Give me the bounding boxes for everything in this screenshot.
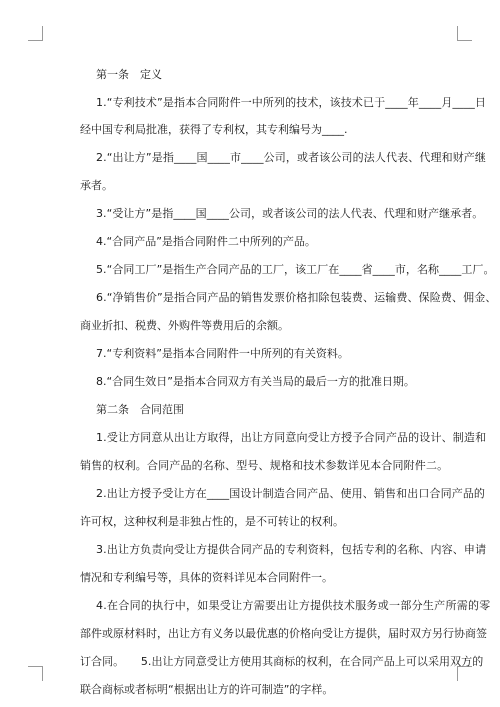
paragraph-line: 4.“合同产品”是指合同附件二中所列的产品。 — [96, 235, 316, 248]
paragraph-line: 4.在合同的执行中，如果受让方需要出让方提供技术服务或一部分生产所需的零 — [96, 599, 491, 612]
paragraph-line: 1.受让方同意从出让方取得，出让方同意向受让方授予合同产品的设计、制造和 — [96, 431, 487, 444]
paragraph-line: 部件或原材料时，出让方有义务以最优惠的价格向受让方提供，届时双方另行协商签 — [80, 627, 487, 640]
section-heading-definitions: 第一条 定义 — [96, 68, 162, 81]
section-heading-scope: 第二条 合同范围 — [96, 403, 184, 416]
paragraph-line: 联合商标或者标明“根据出让方的许可制造”的字样。 — [80, 683, 334, 696]
paragraph-line: 5.“合同工厂”是指生产合同产品的工厂，该工厂在____省____市，名称____工厂。 — [96, 263, 495, 276]
paragraph-line: 3.“受让方”是指____国____公司，或者该公司的法人代表、代理和财产继承者。 — [96, 207, 484, 220]
crop-mark-bottom-right — [457, 666, 472, 681]
paragraph-line: 订合同。 5.出让方同意受让方使用其商标的权利，在合同产品上可以采用双方的 — [80, 655, 484, 668]
crop-mark-top-right — [457, 26, 472, 41]
paragraph-line: 2.“出让方”是指____国____市____公司，或者该公司的法人代表、代理和财产继 — [96, 151, 487, 164]
crop-mark-bottom-left — [28, 666, 43, 681]
paragraph-line: 6.“净销售价”是指合同产品的销售发票价格扣除包装费、运输费、保险费、佣金、 — [96, 291, 497, 304]
paragraph-line: 8.“合同生效日”是指本合同双方有关当局的最后一方的批准日期。 — [96, 375, 415, 388]
paragraph-line: 许可权，这种权利是非独占性的，是不可转让的权利。 — [80, 515, 344, 528]
paragraph-line: 1.“专利技术”是指本合同附件一中所列的技术，该技术已于____年____月____日 — [96, 96, 487, 109]
paragraph-line: 销售的权利。合同产品的名称、型号、规格和技术参数详见本合同附件二。 — [80, 459, 449, 472]
paragraph-line: 2.出让方授予受让方在____国设计制造合同产品、使用、销售和出口合同产品的 — [96, 487, 486, 500]
paragraph-line: 经中国专利局批准，获得了专利权，其专利编号为____. — [80, 123, 348, 136]
paragraph-line: 承者。 — [80, 179, 113, 192]
paragraph-line: 3.出让方负责向受让方提供合同产品的专利资料，包括专利的名称、内容、申请 — [96, 543, 487, 556]
crop-mark-top-left — [28, 26, 43, 41]
paragraph-line: 情况和专利编号等，具体的资料详见本合同附件一。 — [80, 571, 333, 584]
paragraph-line: 商业折扣、税费、外购件等费用后的余额。 — [80, 319, 289, 332]
paragraph-line: 7.“专利资料”是指本合同附件一中所列的有关资料。 — [96, 347, 349, 360]
